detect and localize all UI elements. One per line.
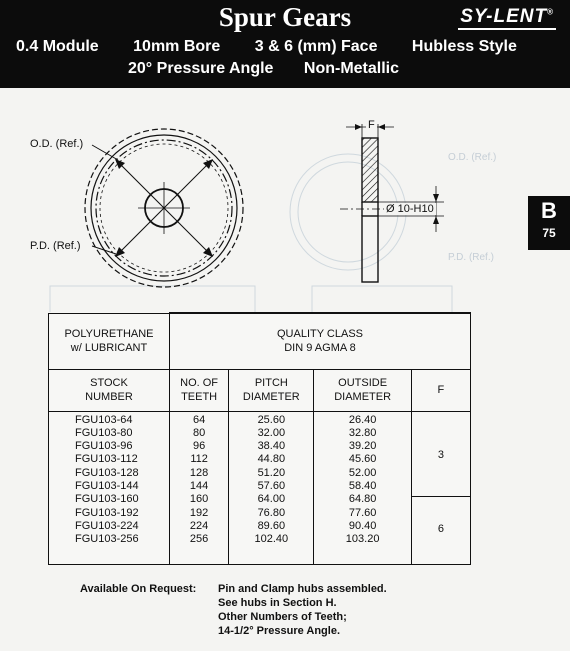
stock-number-cell: FGU103-80 [75,426,133,439]
pitch-diameter-cell: 38.40 [257,440,286,453]
outside-diameter-cell: 52.00 [348,466,377,479]
pitch-diameter-cell: 64.00 [257,493,286,506]
quality-class-standard: DIN 9 AGMA 8 [284,342,356,355]
stock-number-header: STOCK NUMBER [85,377,133,403]
outside-diameter-cell: 58.40 [348,479,377,492]
gear-spec-table [48,312,471,565]
stock-number-cell: FGU103-192 [75,506,139,519]
stock-number-cell: FGU103-144 [75,479,139,492]
teeth-header-cell [170,369,229,411]
face-header-cell [411,369,470,411]
pitch-diameter-cell: 102.40 [254,533,289,546]
spec-style: Hubless Style [411,38,517,55]
face-header: F [437,384,445,396]
stock-header-cell [49,369,170,411]
outside-diameter-cell: 90.40 [348,519,377,532]
face-dimension-label: F [368,119,375,131]
stock-number-cell: FGU103-160 [75,493,139,506]
teeth-cell: 112 [190,453,208,466]
teeth-cell: 256 [189,533,209,546]
spec-material: Non-Metallic [303,60,400,77]
spec-module: 0.4 Module [16,38,99,55]
available-on-request-text [218,582,387,638]
pitch-diameter-cell: 76.80 [257,506,286,519]
stock-number-list [75,414,169,547]
teeth-cell: 144 [189,479,209,492]
outside-diameter-list [314,414,410,547]
bleed-through-text: O.D. (Ref.) [448,152,497,163]
teeth-header: NO. OF TEETH [180,377,219,403]
section-letter: B [541,198,557,223]
registered-mark: ® [547,7,554,17]
page-title: Spur Gears [218,2,352,32]
stock-number-column [49,411,170,564]
stock-number-cell: FGU103-112 [75,453,138,466]
bleed-through-text: P.D. (Ref.) [448,252,494,263]
face-group-3: 3 [412,414,470,497]
face-group-6: 6 [437,522,444,535]
available-on-request-label: Available On Request: [80,583,197,595]
request-line: 14-1/2° Pressure Angle. [218,625,340,637]
pitch-column [229,411,314,564]
outside-diameter-cell: 64.80 [348,493,377,506]
brand-name: SY-LENT [460,6,548,27]
teeth-column [170,411,229,564]
outside-diameter-cell: 103.20 [345,533,380,546]
gear-front-view [85,129,243,287]
pitch-diameter-cell: 57.60 [257,479,286,492]
pitch-diameter-cell: 44.80 [257,453,286,466]
stock-number-cell: FGU103-96 [75,440,133,453]
spec-bore: 10mm Bore [133,38,221,55]
teeth-list [170,414,228,547]
pitch-diameter-cell: 51.20 [257,466,286,479]
stock-number-cell: FGU103-256 [75,533,139,546]
pitch-diameter-cell: 89.60 [257,519,286,532]
stock-number-cell: FGU103-128 [75,466,139,479]
request-line: Pin and Clamp hubs assembled. [218,583,387,595]
outside-diameter-cell: 45.60 [348,453,377,466]
stock-number-cell: FGU103-224 [75,519,139,532]
teeth-cell: 64 [192,413,206,426]
teeth-cell: 160 [189,493,209,506]
stock-number-cell: FGU103-64 [75,413,133,426]
request-line: See hubs in Section H. [218,597,337,609]
teeth-cell: 224 [189,519,209,532]
teeth-cell: 96 [192,440,206,453]
od-label: O.D. (Ref.) [30,138,84,150]
outside-diameter-cell: 26.40 [348,413,377,426]
pd-label: P.D. (Ref.) [30,240,81,252]
quality-class-cell [170,313,471,369]
outside-diameter-cell: 77.60 [348,506,377,519]
material-cell [49,313,170,369]
pitch-diameter-cell: 25.60 [257,413,286,426]
page-number: 75 [542,226,556,240]
spec-pressure-angle: 20° Pressure Angle [128,60,274,77]
teeth-cell: 192 [189,506,209,519]
pitch-diameter-cell: 32.00 [257,426,286,439]
outside-header-cell [314,369,411,411]
pitch-diameter-list [229,414,313,547]
outside-diameter-header: OUTSIDE DIAMETER [334,377,392,403]
face-column [411,411,470,564]
spec-face: 3 & 6 (mm) Face [254,38,378,55]
teeth-cell: 128 [189,466,209,479]
quality-class-label: QUALITY CLASS [277,328,363,341]
bore-dimension-label: Ø 10-H10 [386,203,434,215]
outside-column [314,411,411,564]
teeth-cell: 80 [192,426,206,439]
outside-diameter-cell: 32.80 [348,426,377,439]
material-label: POLYURETHANE w/ LUBRICANT [64,328,154,354]
pitch-header-cell [229,369,314,411]
outside-diameter-cell: 39.20 [348,440,377,453]
pitch-diameter-header: PITCH DIAMETER [242,377,300,403]
request-line: Other Numbers of Teeth; [218,611,347,623]
